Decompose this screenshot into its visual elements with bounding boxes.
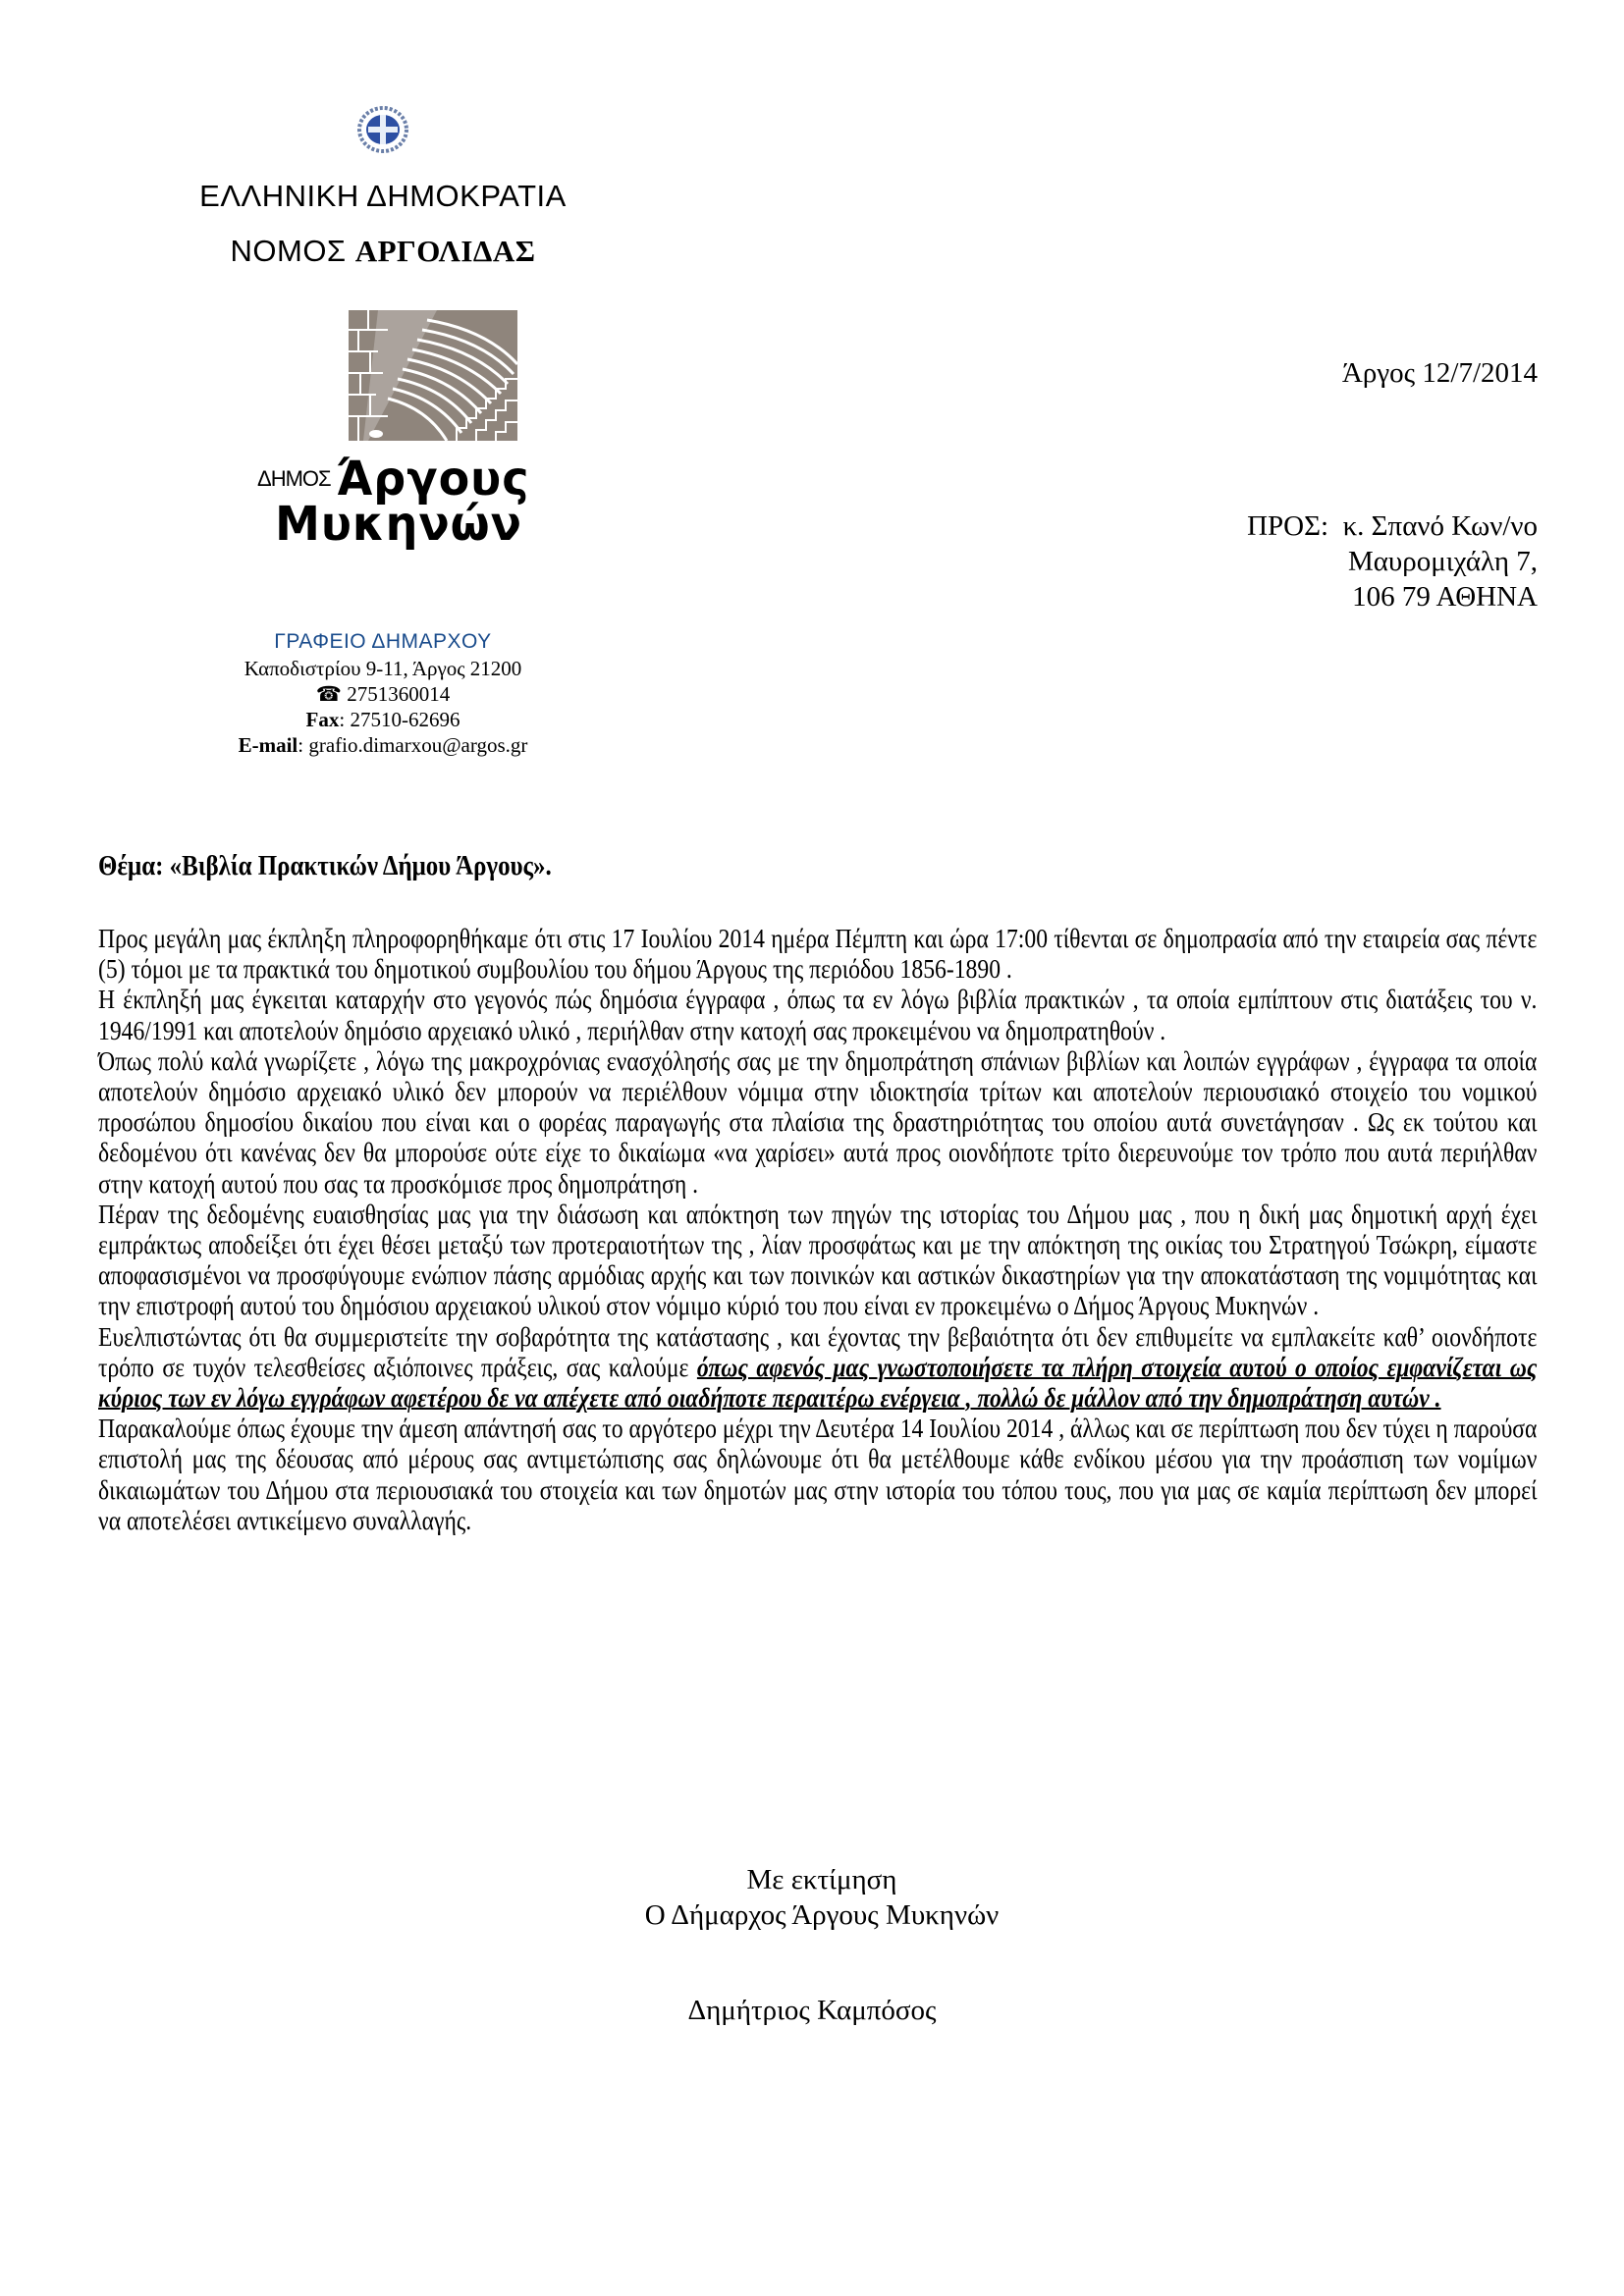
recipient-city: 106 79 ΑΘΗΝΑ [1352,581,1538,613]
office-phone [157,681,609,707]
paragraph-5-emphasis: όπως αφενός μας γνωστοποιήσετε τα πλήρη στοιχεία αυτού ο οποίος εμφανίζεται ως κύριος των εν λόγω εγγράφων αφετέρου δε να απέχετε από οιαδήποτε περαιτέρω ενέργεια , πολλώ δε μάλλον από την δημοπράτηση αυτών . [98,1351,1538,1414]
country-heading: ΕΛΛΗΝΙΚΗ ΔΗΜΟΚΡΑΤΙΑ [199,179,567,213]
recipient-name: κ. Σπανό Κων/νο [1342,510,1538,542]
office-contact-block [157,628,609,758]
paragraph-5-text: Ευελπιστώντας ότι θα συμμεριστείτε την σοβαρότητα της κατάστασης , και έχοντας την βεβαιότητα ότι δεν επιθυμείτε να εμπλακείτε καθ’ οιονδήποτε τρόπο σε τυχόν τελεσθείσες αξιόποινες πράξεις, σας καλούμε [98,1320,1538,1382]
prefecture-name: ΑΡΓΟΛΙΔΑΣ [354,234,536,268]
salutation: Με εκτίμηση [746,1864,897,1896]
office-fax [157,707,609,732]
phone-number: 2751360014 [347,682,451,706]
argos-theatre-logo-icon [349,310,517,441]
telephone-icon: ☎ [315,682,342,706]
office-address: Καποδιστρίου 9-11, Άργος 21200 [244,657,522,680]
paragraph-5 [98,1321,1537,1414]
fax-label: Fax [305,708,340,731]
fax-number: : 27510-62696 [339,708,460,731]
paragraph-1: Προς μεγάλη μας έκπληξη πληροφορηθήκαμε ότι στις 17 Ιουλίου 2014 ημέρα Πέμπτη και ώρα 17:00 τίθενται σε δημοπρασία από την εταιρεία σας πέντε (5) τόμοι με τα πρακτικά του δημοτικού συμβουλίου του δήμου Άργους της περιόδου 1856-1890 . [98,923,1538,985]
logo-line1: Άργους [336,450,530,507]
email-address[interactable]: : grafio.dimarxou@argos.gr [298,733,528,757]
municipality-logo-text [257,452,552,550]
logo-line2: Μυκηνών [275,495,522,552]
office-title: ΓΡΑΦΕΙΟ ΔΗΜΑΡΧΟΥ [274,630,492,653]
logo-small-text: ΔΗΜΟΣ [257,466,331,491]
recipient-label: ΠΡΟΣ: [1247,510,1329,542]
prefecture-heading [157,234,609,269]
recipient-block [1247,508,1538,614]
paragraph-3: Όπως πολύ καλά γνωρίζετε , λόγω της μακροχρόνιας ενασχόλησής σας με την δημοπράτηση σπάνιων βιβλίων και λοιπών εγγράφων , έγγραφα τα οποία αποτελούν δημόσιο αρχειακό υλικό δεν μπορούν να περιέλθουν νόμιμα στην ιδιοκτησία τρίτων και αποτελούν περιουσιακό στοιχείο του νομικού προσώπου δημοσίου δικαίου που είναι και ο φορέας παραγωγής στα πλαίσια της δραστηριότητας του οποίου αυτά συνετάγησαν . Ως εκ τούτου και δεδομένου ότι κανένας δεν θα μπορούσε ούτε είχε το δικαίωμα «να χαρίσει» αυτά προς οιονδήποτε τρίτο διερευνούμε τον τρόπο που αυτά περιήλθαν στην κατοχή αυτού που σας τα προσκόμισε προς δημοπράτηση . [98,1044,1538,1199]
recipient-name-line [1247,508,1538,544]
date-line: Άργος 12/7/2014 [1341,357,1538,389]
paragraph-6: Παρακαλούμε όπως έχουμε την άμεση απάντησή σας το αργότερο μέχρι την Δευτέρα 14 Ιουλίου 2014 , άλλως και σε περίπτωση που δεν τύχει η παρούσα επιστολή μας της δέουσας από μέρους σας αντιμετώπισης σας δηλώνουμε ότι θα μετέλθουμε κάθε ενδίκου μέσου για την προάσπιση των νομίμων δικαιωμάτων του Δήμου στα περιουσιακά του στοιχεία και των δημοτών μας στην ιστορία του τόπου τους, που για μας σε καμία περίπτωση δεν μπορεί να αποτελέσει αντικείμενο συναλλαγής. [98,1413,1538,1535]
closing-block [0,1862,1624,1933]
email-label: E-mail [238,733,298,757]
office-email [157,732,609,758]
paragraph-4: Πέραν της δεδομένης ευαισθησίας μας για την διάσωση και απόκτηση των πηγών της ιστορίας του Δήμου μας , που η δική μας δημοτική αρχή έχει εμπράκτως αποδείξει ότι έχει θέσει μεταξύ των προτεραιοτήτων της , λίαν προσφάτως και με την απόκτηση της οικίας του Στρατηγού Τσώκρη, είμαστε αποφασισμένοι να προσφύγουμε ενώπιον πάσης αρμόδιας αρχής και των ποινικών και αστικών δικαστηρίων για την αποκατάσταση της νομιμότητας και την επιστροφή αυτού του δημόσιου αρχειακού υλικού στον νόμιμο κύριό του που είναι εν προκειμένω ο Δήμος Άργους Μυκηνών . [98,1198,1538,1321]
greek-coat-of-arms-icon [357,106,408,153]
recipient-street: Μαυρομιχάλη 7, [1347,546,1538,577]
subject-line: Θέμα: «Βιβλία Πρακτικών Δήμου Άργους». [98,850,552,881]
letter-body [98,923,1538,1535]
signer-title: Ο Δήμαρχος Άργους Μυκηνών [644,1899,1000,1931]
paragraph-2: Η έκπληξή μας έγκειται καταρχήν στο γεγονός πώς δημόσια έγγραφα , όπως τα εν λόγω βιβλία πρακτικών , τα οποία εμπίπτουν στις διατάξεις του ν. 1946/1991 και αποτελούν δημόσιο αρχειακό υλικό , περιήλθαν στην κατοχή σας προκειμένου να δημοπρατηθούν . [98,984,1538,1045]
signer-name: Δημήτριος Καμπόσος [687,1995,937,2026]
prefecture-prefix: ΝΟΜΟΣ [230,234,347,268]
